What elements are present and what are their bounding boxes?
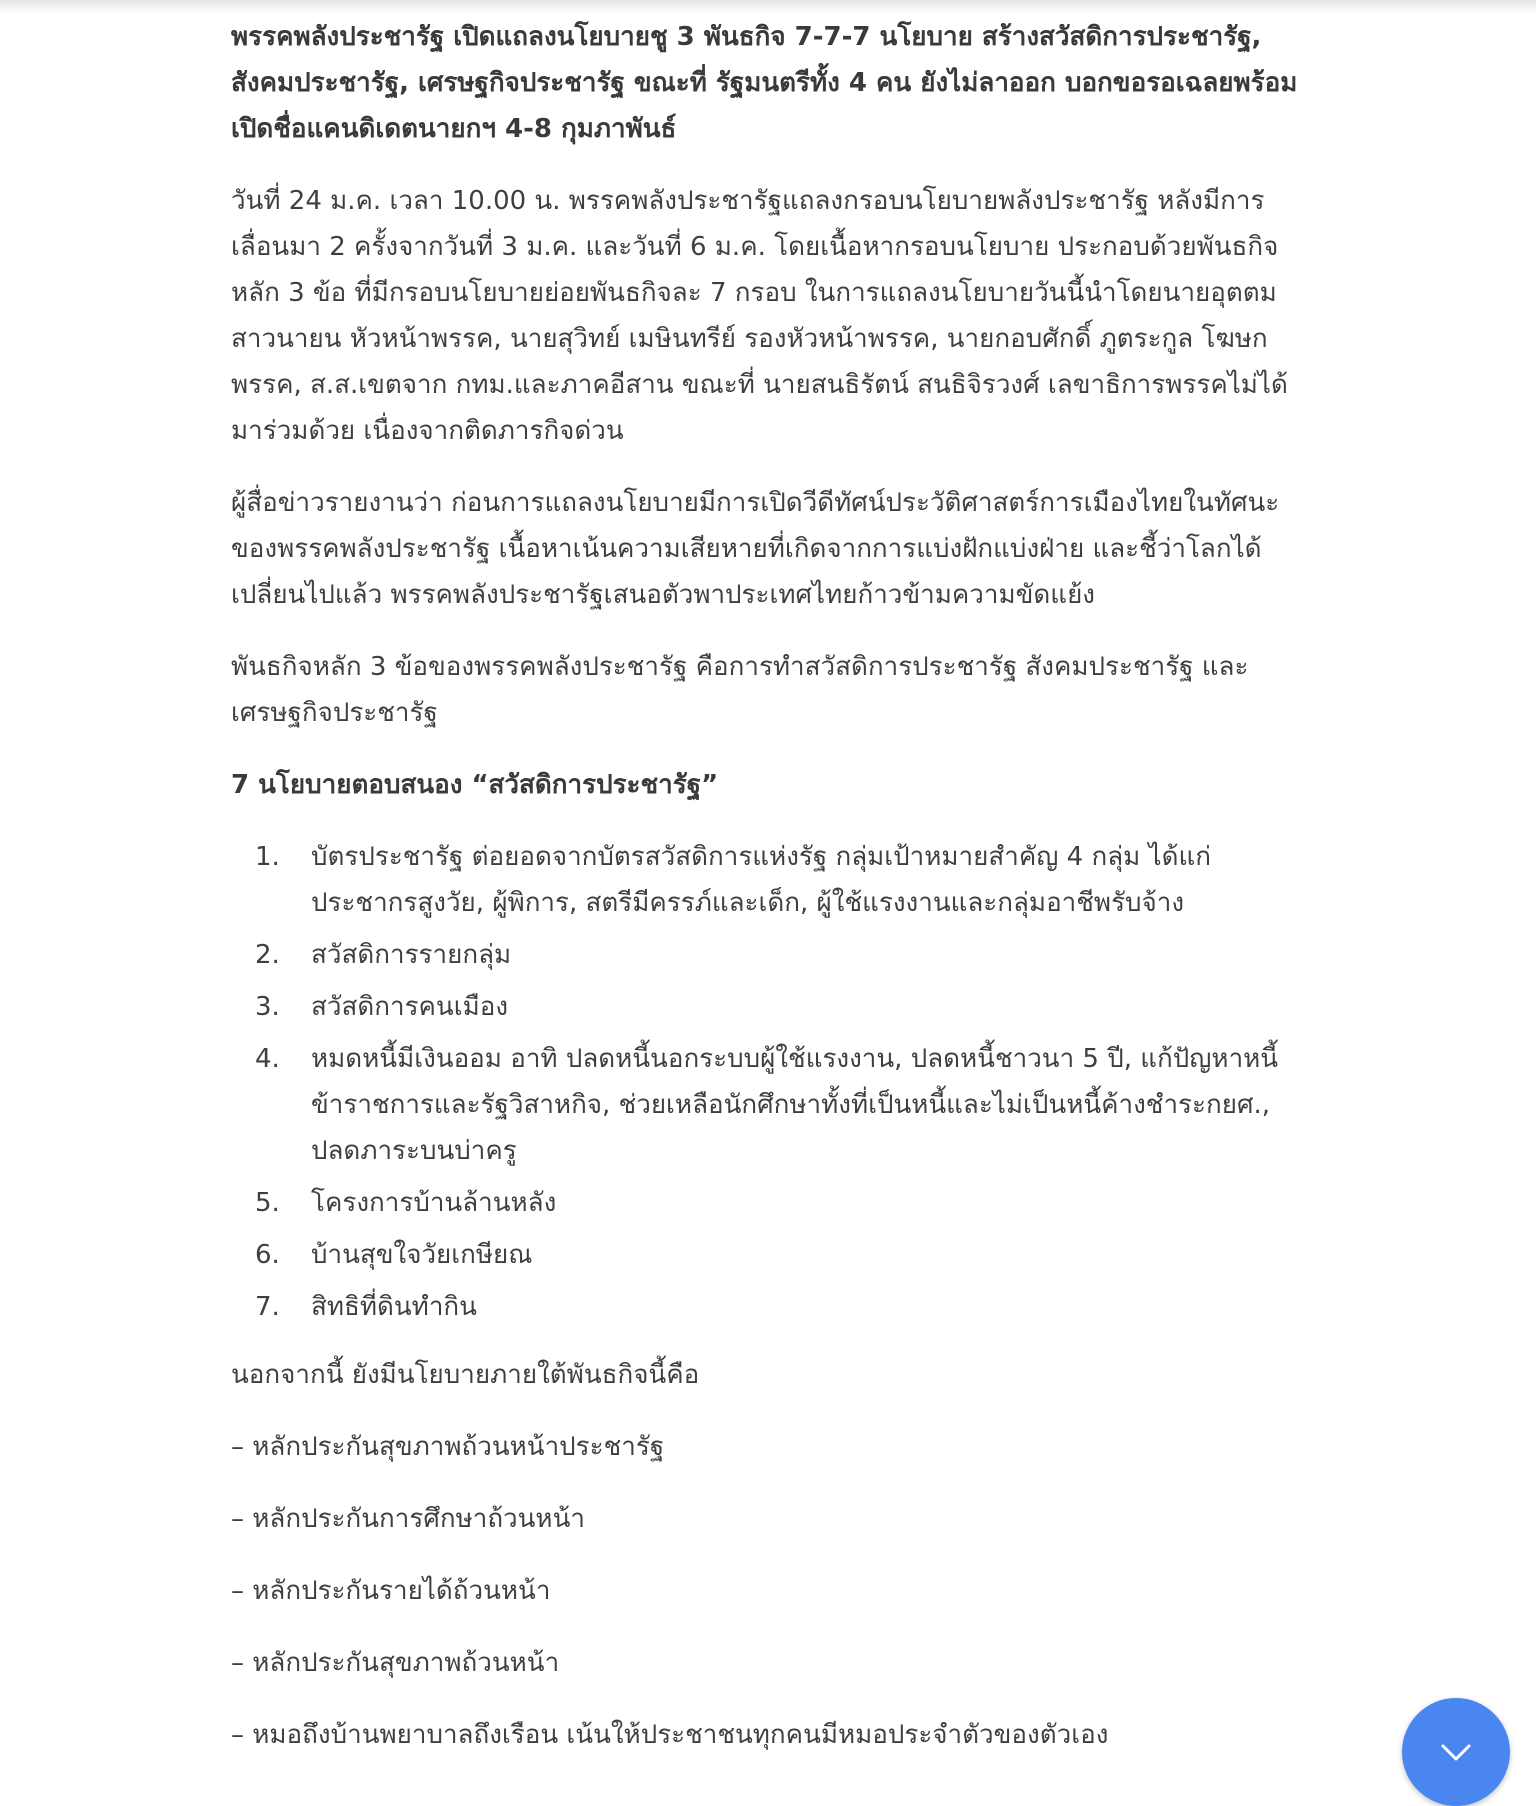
list-text: สวัสดิการรายกลุ่ม xyxy=(311,940,512,970)
dash-list-item: – หลักประกันสุขภาพถ้วนหน้า xyxy=(231,1648,560,1678)
list-number: 4. xyxy=(255,1044,280,1074)
list-item xyxy=(231,1036,1299,1174)
paragraph: วันที่ 24 ม.ค. เวลา 10.00 น. พรรคพลังประชารัฐแถลงกรอบนโยบายพลังประชารัฐ หลังมีการเลื่อนมา 2 ครั้งจากวันที่ 3 ม.ค. และวันที่ 6 ม.ค. โดยเนื้อหากรอบนโยบาย ประกอบด้วยพันธกิจหลัก 3 ข้อ ที่มีกรอบนโยบายย่อยพันธกิจละ 7 กรอบ ในการแถลงนโยบายวันนี้นำโดยนายอุตตม สาวนายน หัวหน้าพรรค, นายสุวิทย์ เมษินทรีย์ รองหัวหน้าพรรค, นายกอบศักดิ์ ภูตระกูล โฆษกพรรค, ส.ส.เขตจาก กทม.และภาคอีสาน ขณะที่ นายสนธิรัตน์ สนธิจิรวงศ์ เลขาธิการพรรคไม่ได้มาร่วมด้วย เนื่องจากติดภารกิจด่วน xyxy=(231,186,1288,446)
top-shadow xyxy=(0,0,1536,14)
scroll-down-button[interactable] xyxy=(1402,1698,1510,1806)
list-number: 3. xyxy=(255,992,280,1022)
section-heading: 7 นโยบายตอบสนอง “สวัสดิการประชารัฐ” xyxy=(231,770,719,800)
list-number: 2. xyxy=(255,940,280,970)
list-item xyxy=(231,834,1299,926)
article-lead: พรรคพลังประชารัฐ เปิดแถลงนโยบายชู 3 พันธกิจ 7-7-7 นโยบาย สร้างสวัสดิการประชารัฐ, สังคมประชารัฐ, เศรษฐกิจประชารัฐ ขณะที่ รัฐมนตรีทั้ง 4 คน ยังไม่ลาออก บอกขอรอเฉลยพร้อมเปิดชื่อแคนดิเดตนายกฯ 4-8 กุมภาพันธ์ xyxy=(231,22,1298,144)
article-body xyxy=(231,14,1299,1784)
dash-list-item: – หลักประกันรายได้ถ้วนหน้า xyxy=(231,1576,551,1606)
policy-list xyxy=(231,834,1299,1330)
list-number: 6. xyxy=(255,1240,280,1270)
list-item xyxy=(231,1284,1299,1330)
list-text: บัตรประชารัฐ ต่อยอดจากบัตรสวัสดิการแห่งรัฐ กลุ่มเป้าหมายสำคัญ 4 กลุ่ม ได้แก่ ประชากรสูงวัย, ผู้พิการ, สตรีมีครรภ์และเด็ก, ผู้ใช้แรงงานและกลุ่มอาชีพรับจ้าง xyxy=(311,842,1212,918)
list-item xyxy=(231,984,1299,1030)
list-number: 5. xyxy=(255,1188,280,1218)
list-text: สวัสดิการคนเมือง xyxy=(311,992,509,1022)
list-item xyxy=(231,1232,1299,1278)
paragraph: พันธกิจหลัก 3 ข้อของพรรคพลังประชารัฐ คือการทำสวัสดิการประชารัฐ สังคมประชารัฐ และเศรษฐกิจประชารัฐ xyxy=(231,652,1249,728)
list-text: บ้านสุขใจวัยเกษียณ xyxy=(311,1240,533,1270)
chevron-down-icon xyxy=(1440,1736,1472,1768)
list-number: 1. xyxy=(255,842,280,872)
list-number: 7. xyxy=(255,1292,280,1322)
dash-list-item: – หลักประกันการศึกษาถ้วนหน้า xyxy=(231,1504,585,1534)
list-item xyxy=(231,1180,1299,1226)
dash-list-item: – หมอถึงบ้านพยาบาลถึงเรือน เน้นให้ประชาชนทุกคนมีหมอประจำตัวของตัวเอง xyxy=(231,1720,1109,1750)
list-item xyxy=(231,932,1299,978)
paragraph: ผู้สื่อข่าวรายงานว่า ก่อนการแถลงนโยบายมีการเปิดวีดีทัศน์ประวัติศาสตร์การเมืองไทยในทัศนะของพรรคพลังประชารัฐ เนื้อหาเน้นความเสียหายที่เกิดจากการแบ่งฝักแบ่งฝ่าย และชี้ว่าโลกได้เปลี่ยนไปแล้ว พรรคพลังประชารัฐเสนอตัวพาประเทศไทยก้าวข้ามความขัดแย้ง xyxy=(231,488,1280,610)
dash-list-item: – หลักประกันสุขภาพถ้วนหน้าประชารัฐ xyxy=(231,1432,665,1462)
list-text: หมดหนี้มีเงินออม อาทิ ปลดหนี้นอกระบบผู้ใช้แรงงาน, ปลดหนี้ชาวนา 5 ปี, แก้ปัญหาหนี้ข้าราชการและรัฐวิสาหกิจ, ช่วยเหลือนักศึกษาทั้งที่เป็นหนี้และไม่เป็นหนี้ค้างชำระกยศ., ปลดภาระบนบ่าครู xyxy=(311,1044,1279,1166)
list-text: สิทธิที่ดินทำกิน xyxy=(311,1292,477,1322)
paragraph: นอกจากนี้ ยังมีนโยบายภายใต้พันธกิจนี้คือ xyxy=(231,1360,700,1390)
list-text: โครงการบ้านล้านหลัง xyxy=(311,1188,557,1218)
